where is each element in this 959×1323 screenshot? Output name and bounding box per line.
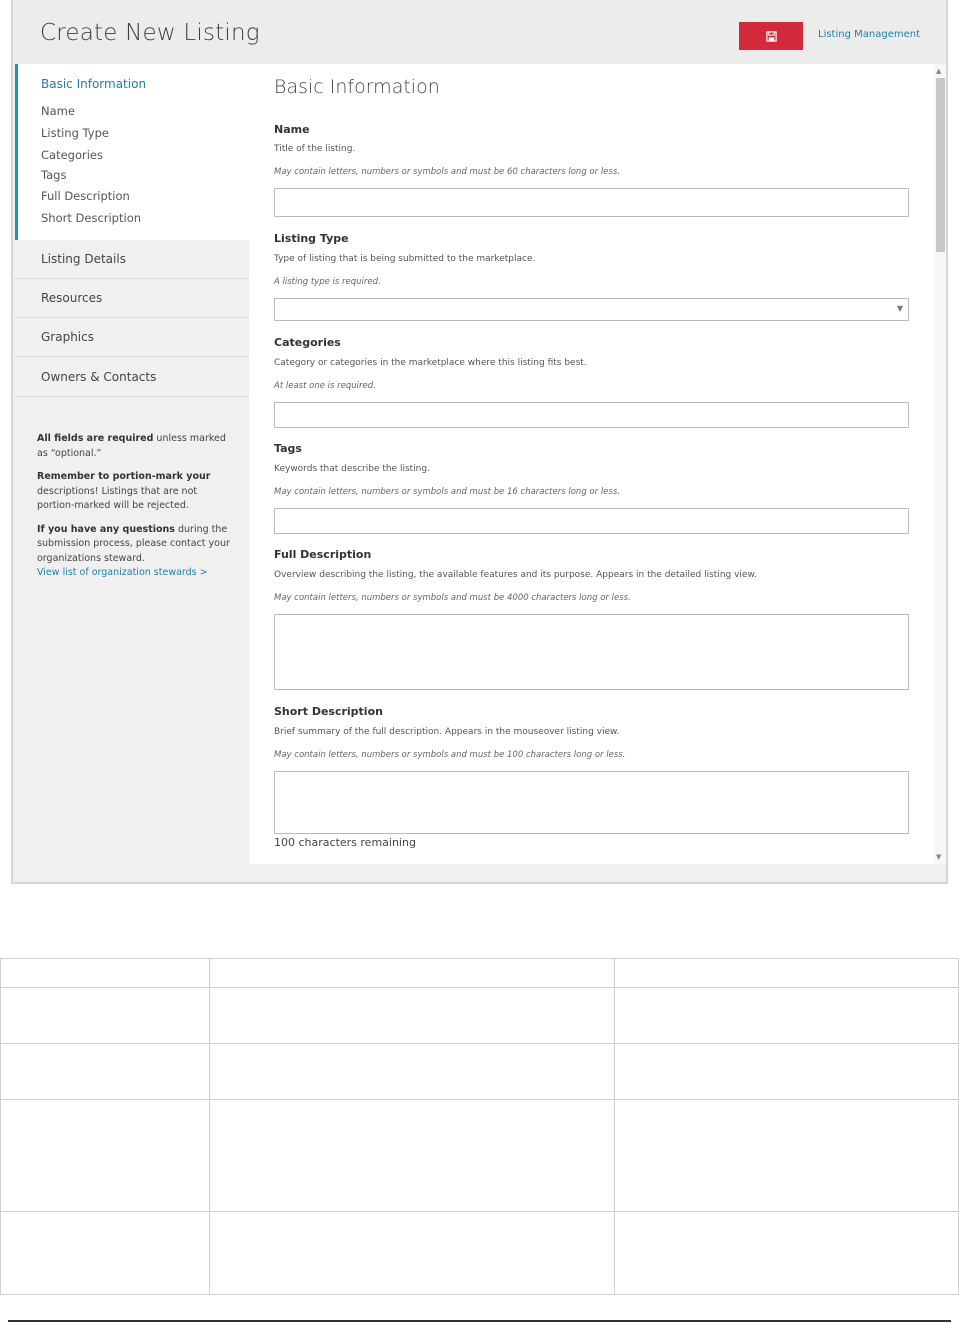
table-row bbox=[1, 1044, 959, 1100]
sidebar-item-listing-type[interactable]: Listing Type bbox=[41, 126, 109, 140]
scroll-down-icon[interactable]: ▼ bbox=[936, 853, 942, 861]
name-hint: May contain letters, numbers or symbols and must be 60 characters long or less. bbox=[274, 167, 620, 177]
full-description-desc: Overview describing the listing, the available features and its purpose. Appears in the detailed listing view. bbox=[274, 570, 757, 580]
tags-hint: May contain letters, numbers or symbols and must be 16 characters long or less. bbox=[274, 487, 620, 497]
sidebar-section-listing-details[interactable]: Listing Details bbox=[15, 240, 249, 279]
help-portion-text: descriptions! Listings that are not portion-marked will be rejected. bbox=[37, 485, 198, 511]
help-questions-bold: If you have any questions bbox=[37, 523, 175, 535]
listing-type-hint: A listing type is required. bbox=[274, 277, 381, 287]
short-description-textarea[interactable] bbox=[274, 771, 909, 834]
help-text bbox=[37, 432, 232, 581]
short-description-desc: Brief summary of the full description. Appears in the mouseover listing view. bbox=[274, 727, 620, 737]
categories-input[interactable] bbox=[274, 402, 909, 428]
save-button[interactable] bbox=[739, 22, 803, 50]
scrollbar[interactable] bbox=[934, 64, 946, 864]
help-questions-text: during the submission process, please contact your organizations steward. bbox=[37, 523, 230, 564]
sidebar-item-full-description[interactable]: Full Description bbox=[41, 189, 130, 203]
short-description-hint: May contain letters, numbers or symbols and must be 100 characters long or less. bbox=[274, 750, 626, 760]
scroll-up-icon[interactable]: ▲ bbox=[936, 67, 942, 75]
characters-remaining: 100 characters remaining bbox=[274, 836, 416, 849]
listing-type-desc: Type of listing that is being submitted to the marketplace. bbox=[274, 254, 536, 264]
page-title: Create New Listing bbox=[40, 20, 260, 46]
table-row bbox=[1, 959, 959, 988]
bottom-divider bbox=[8, 1320, 951, 1322]
sidebar-active-title[interactable]: Basic Information bbox=[41, 77, 147, 91]
sidebar-section-resources[interactable]: Resources bbox=[15, 279, 249, 318]
form-title: Basic Information bbox=[274, 76, 440, 98]
save-icon bbox=[766, 31, 777, 42]
name-label: Name bbox=[274, 123, 310, 136]
empty-table bbox=[0, 958, 959, 1295]
full-description-textarea[interactable] bbox=[274, 614, 909, 690]
name-input[interactable] bbox=[274, 188, 909, 217]
sidebar bbox=[15, 64, 249, 864]
chevron-down-icon: ▼ bbox=[896, 304, 903, 313]
listing-window bbox=[11, 0, 948, 884]
help-portion-bold: Remember to portion-mark your bbox=[37, 471, 211, 482]
name-desc: Title of the listing. bbox=[274, 144, 356, 154]
table-row bbox=[1, 1212, 959, 1295]
help-required-text: unless marked as “optional.” bbox=[37, 433, 226, 459]
sidebar-section-graphics[interactable]: Graphics bbox=[15, 318, 249, 357]
header-bar bbox=[13, 0, 946, 64]
full-description-label: Full Description bbox=[274, 548, 372, 561]
sidebar-item-name[interactable]: Name bbox=[41, 104, 75, 118]
tags-label: Tags bbox=[274, 442, 302, 455]
categories-label: Categories bbox=[274, 336, 341, 349]
full-description-hint: May contain letters, numbers or symbols and must be 4000 characters long or less. bbox=[274, 593, 631, 603]
listing-type-select[interactable] bbox=[274, 298, 909, 321]
table-row bbox=[1, 988, 959, 1044]
sidebar-section-owners-contacts[interactable]: Owners & Contacts bbox=[15, 358, 249, 397]
sidebar-item-categories[interactable]: Categories bbox=[41, 148, 103, 162]
listing-type-label: Listing Type bbox=[274, 232, 349, 245]
sidebar-item-tags[interactable]: Tags bbox=[41, 168, 67, 182]
tags-input[interactable] bbox=[274, 508, 909, 534]
form-panel bbox=[249, 64, 934, 864]
categories-hint: At least one is required. bbox=[274, 381, 376, 391]
help-required-bold: All fields are required bbox=[37, 433, 154, 444]
short-description-label: Short Description bbox=[274, 705, 383, 718]
listing-management-link[interactable]: Listing Management bbox=[818, 29, 920, 40]
stewards-link[interactable]: View list of organization stewards > bbox=[37, 567, 208, 578]
sidebar-item-short-description[interactable]: Short Description bbox=[41, 211, 142, 225]
scroll-thumb[interactable] bbox=[936, 78, 945, 252]
table-row bbox=[1, 1100, 959, 1212]
categories-desc: Category or categories in the marketplace where this listing fits best. bbox=[274, 358, 587, 368]
sidebar-section-basic-information[interactable] bbox=[15, 64, 249, 240]
tags-desc: Keywords that describe the listing. bbox=[274, 464, 430, 474]
